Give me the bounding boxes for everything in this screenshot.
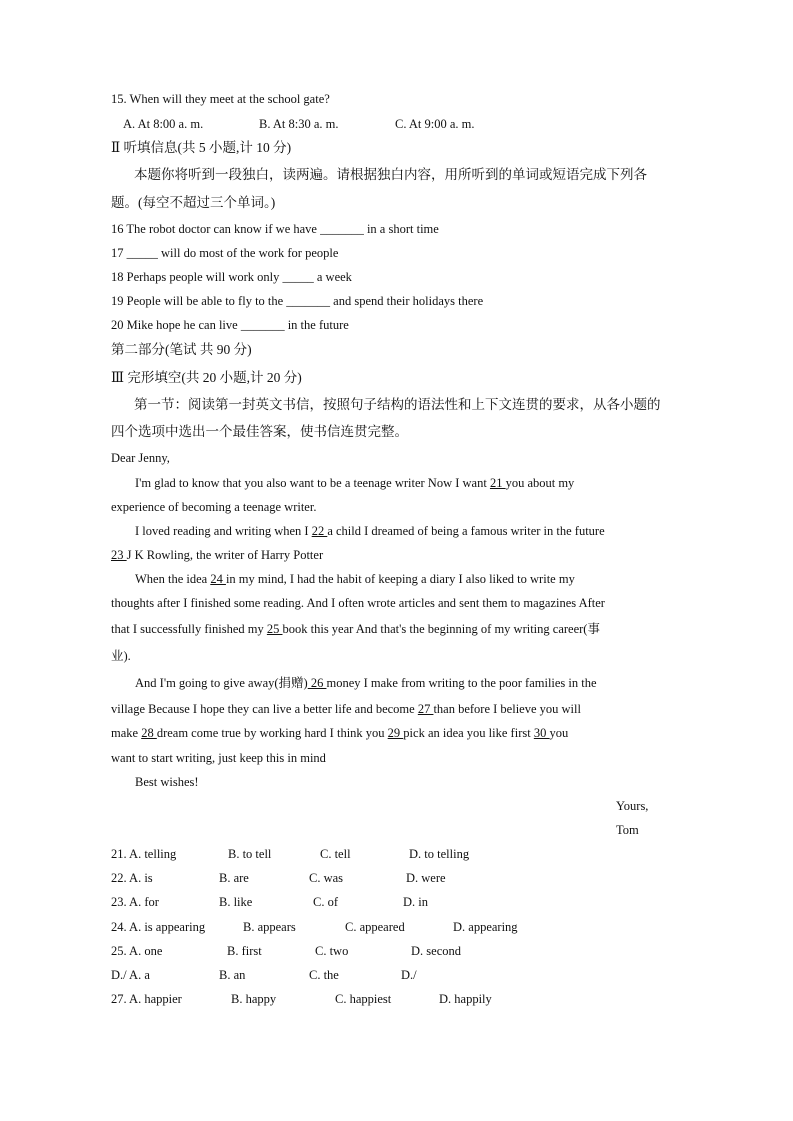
letter-line: When the idea 24 in my mind, I had the habit of keeping a diary I also liked to write my	[135, 572, 575, 586]
option-d: D. in	[403, 895, 428, 909]
option-d: D. were	[406, 871, 446, 885]
instruction-line-1: 本题你将听到一段独白，读两遍。请根据独白内容，用所听到的单词或短语完成下列各	[134, 167, 647, 182]
option-b: B. first	[227, 944, 262, 958]
letter-line: village Because I hope they can live a better life and become 27 than before I believe you will	[111, 702, 581, 716]
item-19: 19 People will be able to fly to the _______ and spend their holidays there	[111, 294, 484, 308]
blank-22: 22	[311, 524, 328, 538]
letter-line: I'm glad to know that you also want to be a teenage writer Now I want 21 you about my	[135, 476, 575, 490]
letter-line: thoughts after I finished some reading. And I often wrote articles and sent them to magazines After	[111, 596, 605, 610]
letter-greeting: Dear Jenny,	[111, 451, 170, 465]
option-a: 23. A. for	[111, 895, 159, 909]
option-a: 24. A. is appearing	[111, 920, 206, 934]
letter-signature: Tom	[616, 823, 639, 837]
letter-closing: Best wishes!	[135, 775, 199, 789]
option-d: D. happily	[439, 992, 492, 1006]
option-b: B. an	[219, 968, 246, 982]
option-b: B. happy	[231, 992, 277, 1006]
question-15: 15. When will they meet at the school gate?	[111, 92, 330, 106]
blank-21: 21	[489, 476, 506, 490]
q15-option-c: C. At 9:00 a. m.	[395, 117, 475, 131]
option-d: D. to telling	[409, 847, 470, 861]
item-18: 18 Perhaps people will work only _____ a week	[111, 270, 352, 284]
item-16: 16 The robot doctor can know if we have _______ in a short time	[111, 222, 439, 236]
option-a: D./ A. a	[111, 968, 150, 982]
option-b: B. to tell	[228, 847, 272, 861]
option-c: C. was	[309, 871, 344, 885]
cloze-instruction-2: 四个选项中选出一个最佳答案，使书信连贯完整。	[111, 424, 408, 439]
option-c: C. happiest	[335, 992, 392, 1006]
option-c: C. the	[309, 968, 339, 982]
cloze-instruction-1: 第一节：阅读第一封英文书信，按照句子结构的语法性和上下文连贯的要求，从各小题的	[134, 397, 661, 412]
option-d: D. second	[411, 944, 461, 958]
option-d: D./	[401, 968, 417, 982]
letter-line: I loved reading and writing when I 22 a child I dreamed of being a famous writer in the future	[135, 524, 605, 538]
letter-line: that I successfully finished my 25 book this year And that's the beginning of my writing career(事	[111, 622, 600, 636]
q15-option-b: B. At 8:30 a. m.	[259, 117, 339, 131]
letter-line: experience of becoming a teenage writer.	[111, 500, 317, 514]
option-a: 21. A. telling	[111, 847, 177, 861]
letter-line: want to start writing, just keep this in mind	[111, 751, 326, 765]
section-title-cloze: Ⅲ 完形填空(共 20 小题,计 20 分)	[111, 370, 302, 385]
option-a: 25. A. one	[111, 944, 163, 958]
blank-27: 27	[417, 702, 434, 716]
option-c: C. two	[315, 944, 349, 958]
blank-25: 25	[266, 622, 283, 636]
section-title-listening-2: Ⅱ 听填信息(共 5 小题,计 10 分)	[111, 140, 292, 155]
blank-26: 26	[307, 676, 327, 690]
blank-28: 28	[141, 726, 157, 740]
option-d: D. appearing	[453, 920, 518, 934]
option-c: C. tell	[320, 847, 351, 861]
option-c: C. appeared	[345, 920, 405, 934]
item-20: 20 Mike hope he can live _______ in the future	[111, 318, 349, 332]
instruction-line-2: 题。(每空不超过三个单词。)	[111, 195, 276, 210]
blank-30: 30	[533, 726, 550, 740]
option-a: 27. A. happier	[111, 992, 182, 1006]
item-17: 17 _____ will do most of the work for people	[111, 246, 339, 260]
letter-line: make 28 dream come true by working hard I think you 29 pick an idea you like first 30 you	[111, 726, 569, 740]
blank-23: 23	[111, 548, 127, 562]
letter-line: 23 J K Rowling, the writer of Harry Potter	[111, 548, 324, 562]
option-a: 22. A. is	[111, 871, 153, 885]
blank-24: 24	[210, 572, 226, 586]
option-b: B. like	[219, 895, 253, 909]
blank-29: 29	[387, 726, 404, 740]
letter-line: And I'm going to give away(捐赠) 26 money I make from writing to the poor families in the	[135, 676, 597, 690]
option-b: B. appears	[243, 920, 296, 934]
letter-signoff: Yours,	[616, 799, 649, 813]
letter-line: 业).	[111, 649, 131, 663]
part-two-title: 第二部分(笔试 共 90 分)	[111, 342, 252, 357]
option-c: C. of	[313, 895, 338, 909]
option-b: B. are	[219, 871, 249, 885]
q15-option-a: A. At 8:00 a. m.	[123, 117, 204, 131]
